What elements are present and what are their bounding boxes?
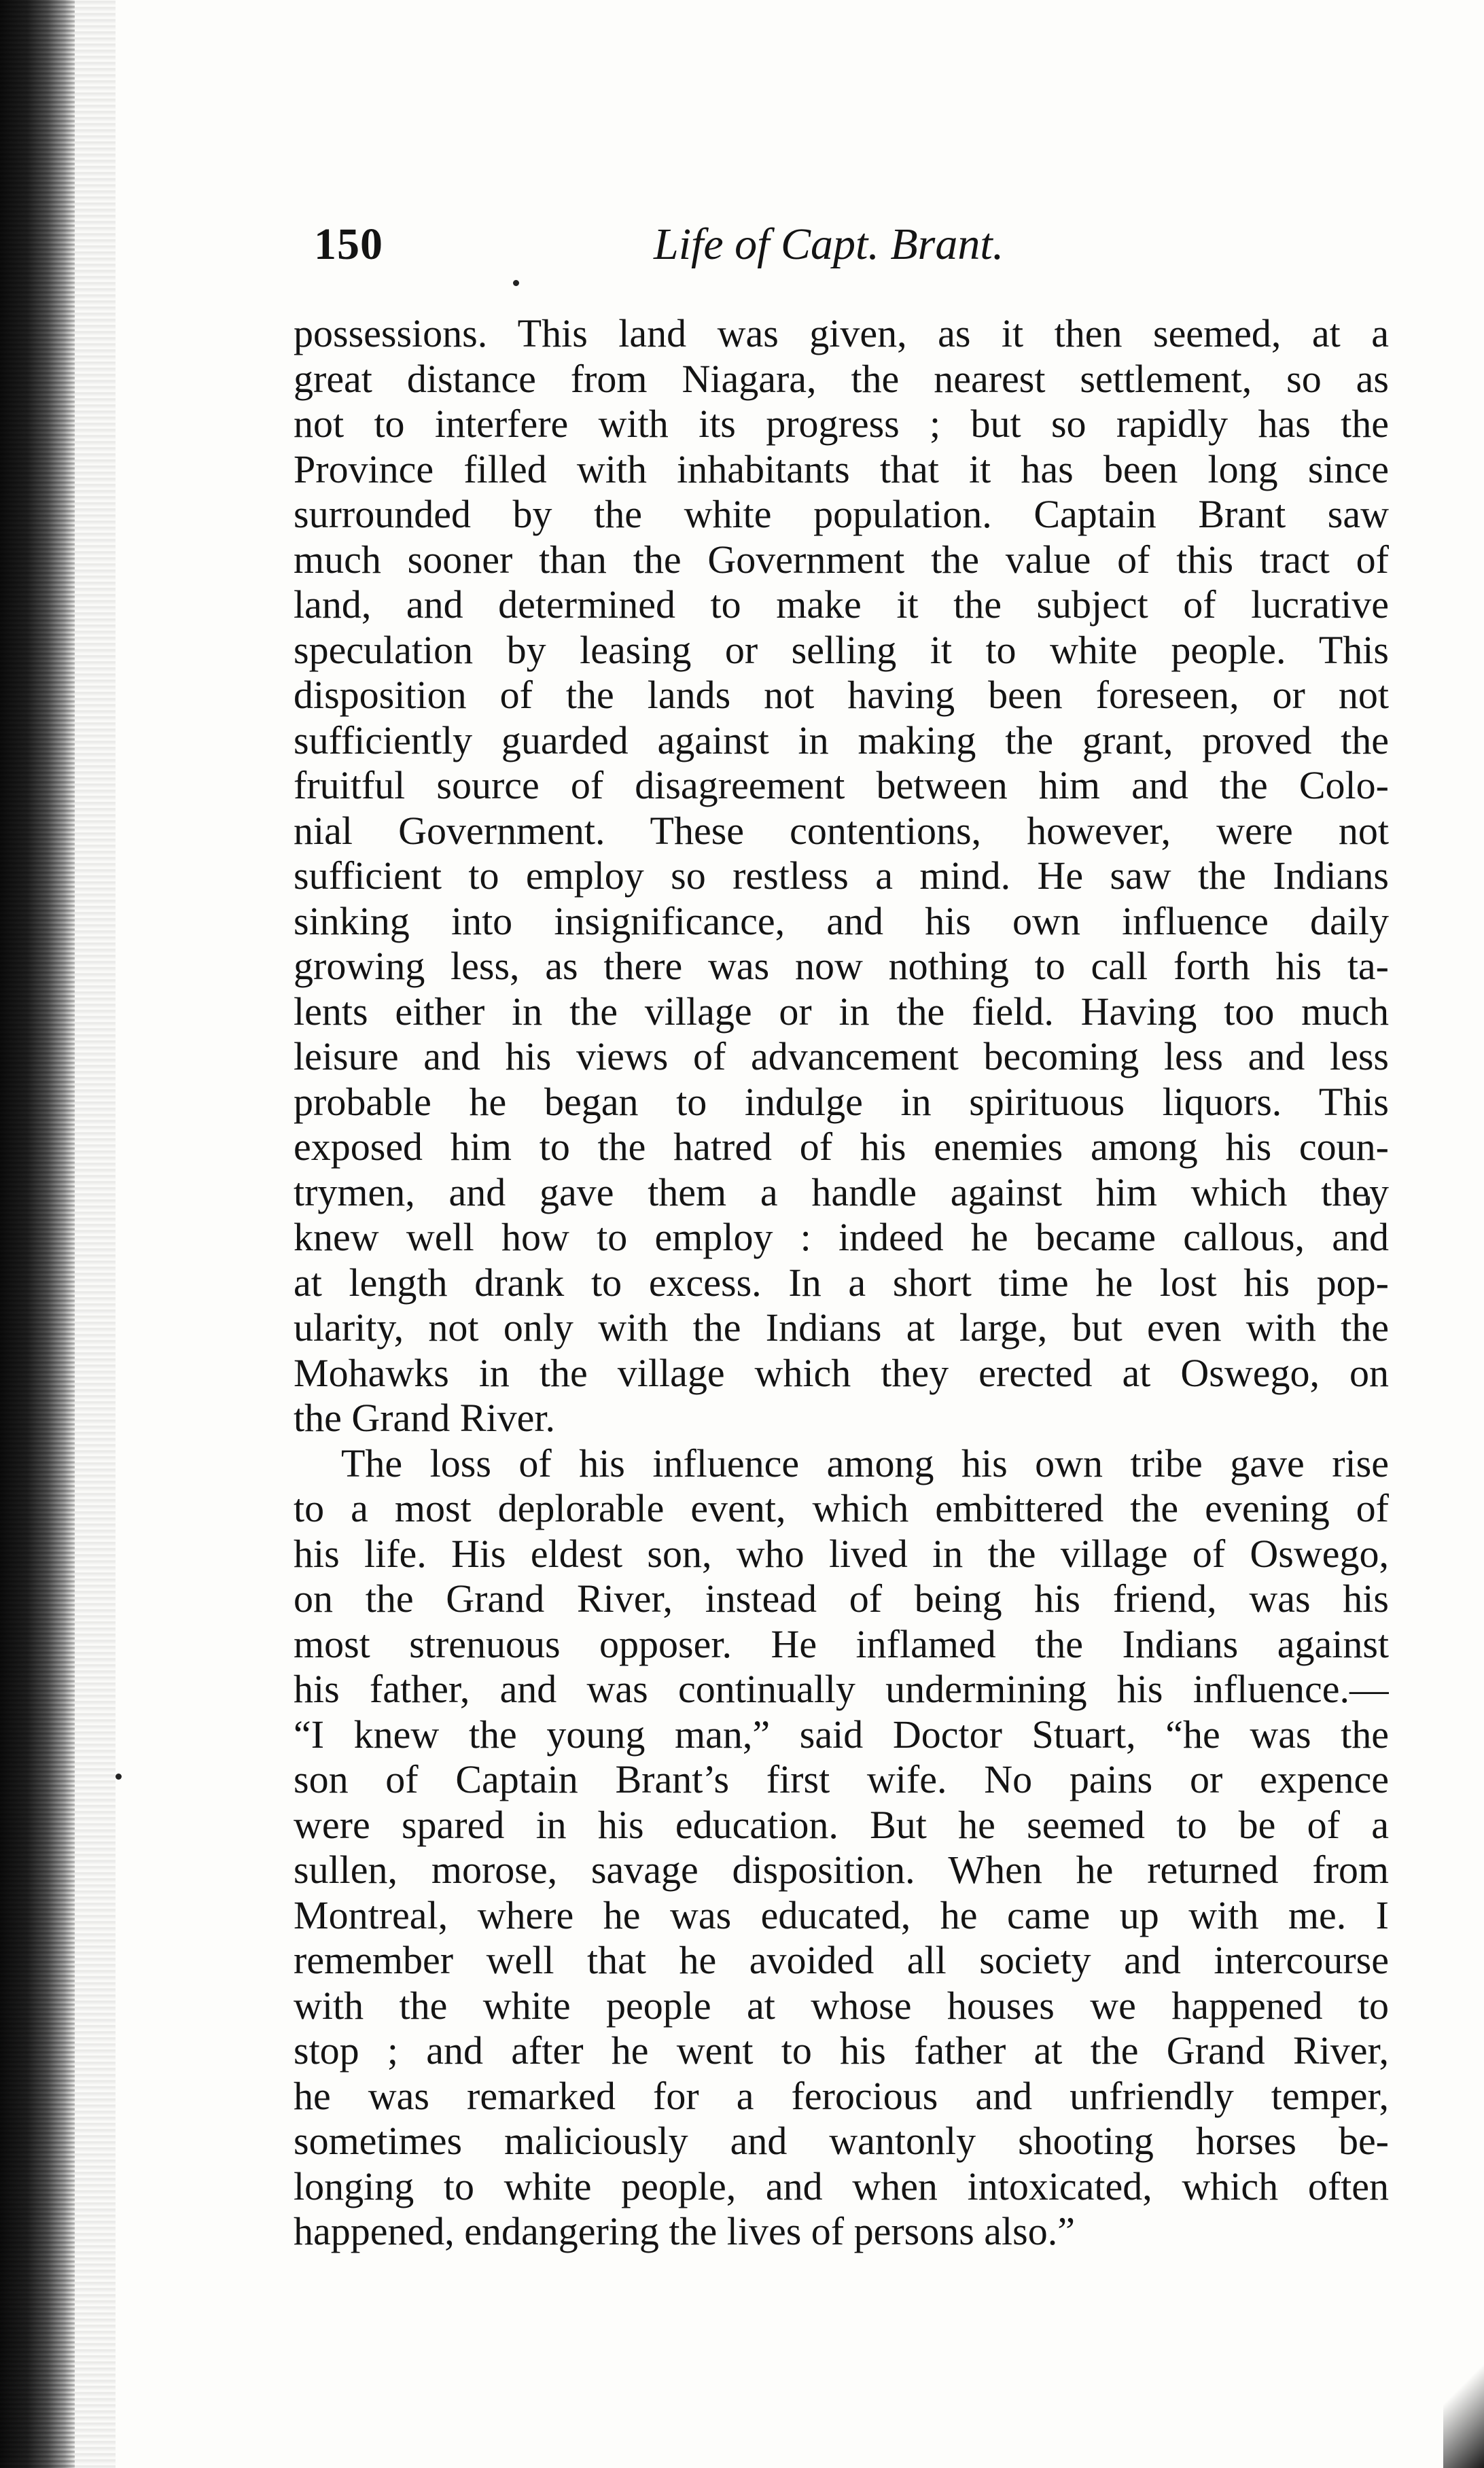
text-line: his life. His eldest son, who lived in the village of Oswego, — [294, 1531, 1389, 1576]
text-line: to a most deplorable event, which embittered the evening of — [294, 1486, 1389, 1530]
text-line: remember well that he avoided all society and intercourse — [294, 1938, 1389, 1982]
running-title: Life of Capt. Brant. — [654, 219, 1004, 269]
text-line: possessions. This land was given, as it then seemed, at a — [294, 311, 1389, 355]
text-line: most strenuous opposer. He inflamed the Indians against — [294, 1621, 1389, 1666]
text-line: Province filled with inhabitants that it has been long since — [294, 446, 1389, 491]
text-line: at length drank to excess. In a short time he lost his pop- — [294, 1260, 1389, 1305]
text-line: knew well how to employ : indeed he became callous, and — [294, 1215, 1389, 1259]
ink-speck — [513, 280, 519, 286]
text-line: speculation by leasing or selling it to white people. This — [294, 627, 1389, 672]
paragraph-2 — [294, 1441, 1389, 2255]
text-line: he was remarked for a ferocious and unfriendly temper, — [294, 2073, 1389, 2118]
text-line: his father, and was continually undermining his influence.— — [294, 1667, 1389, 1711]
text-line: stop ; and after he went to his father at the Grand River, — [294, 2028, 1389, 2073]
text-line: leisure and his views of advancement becoming less and less — [294, 1034, 1389, 1078]
text-line: sufficient to employ so restless a mind. He saw the Indians — [294, 853, 1389, 898]
text-line: The loss of his influence among his own tribe gave rise — [341, 1441, 1389, 1485]
text-line: were spared in his education. But he seemed to be of a — [294, 1802, 1389, 1847]
ink-speck — [116, 1774, 122, 1780]
text-line: not to interfere with its progress ; but so rapidly has the — [294, 402, 1389, 446]
text-line: probable he began to indulge in spirituous liquors. This — [294, 1079, 1389, 1124]
text-line: nial Government. These contentions, however, were not — [294, 808, 1389, 853]
page-number: 150 — [314, 219, 383, 269]
text-line: longing to white people, and when intoxicated, which often — [294, 2164, 1389, 2208]
text-line: growing less, as there was now nothing to call forth his ta- — [294, 944, 1389, 988]
text-line: land, and determined to make it the subject of lucrative — [294, 582, 1389, 627]
binding-speckle — [75, 0, 116, 2468]
text-line: fruitful source of disagreement between him and the Colo- — [294, 763, 1389, 807]
text-line: lents either in the village or in the field. Having too much — [294, 989, 1389, 1034]
text-line: happened, endangering the lives of persons also.” — [294, 2209, 1075, 2253]
text-line: “I knew the young man,” said Doctor Stuart, “he was the — [294, 1712, 1389, 1757]
paragraph-1 — [294, 311, 1389, 1441]
text-line: Montreal, where he was educated, he came up with me. I — [294, 1892, 1389, 1937]
text-line: sometimes maliciously and wantonly shooting horses be- — [294, 2119, 1389, 2163]
text-line: surrounded by the white population. Captain Brant saw — [294, 492, 1389, 536]
text-line: ularity, not only with the Indians at large, but even with the — [294, 1305, 1389, 1350]
text-line: sinking into insignificance, and his own influence daily — [294, 898, 1389, 943]
text-line: Mohawks in the village which they erected at Oswego, on — [294, 1350, 1389, 1395]
text-line: on the Grand River, instead of being his friend, was his — [294, 1576, 1389, 1621]
page-header — [314, 219, 1401, 280]
text-line: great distance from Niagara, the nearest settlement, so as — [294, 356, 1389, 401]
text-line: sufficiently guarded against in making the grant, proved the — [294, 718, 1389, 762]
text-line: disposition of the lands not having been foreseen, or not — [294, 673, 1389, 717]
corner-shadow — [1443, 2359, 1484, 2468]
text-line: trymen, and gave them a handle against him which they — [294, 1169, 1389, 1214]
body-text — [294, 311, 1389, 2255]
text-line: with the white people at whose houses we happened to — [294, 1983, 1389, 2028]
text-line: the Grand River. — [294, 1396, 555, 1440]
text-line: sullen, morose, savage disposition. When he returned from — [294, 1848, 1389, 1892]
text-line: much sooner than the Government the value of this tract of — [294, 537, 1389, 582]
scanned-binding-edge — [0, 0, 75, 2468]
text-line: exposed him to the hatred of his enemies among his coun- — [294, 1125, 1389, 1169]
text-line: son of Captain Brant’s first wife. No pains or expence — [294, 1757, 1389, 1801]
